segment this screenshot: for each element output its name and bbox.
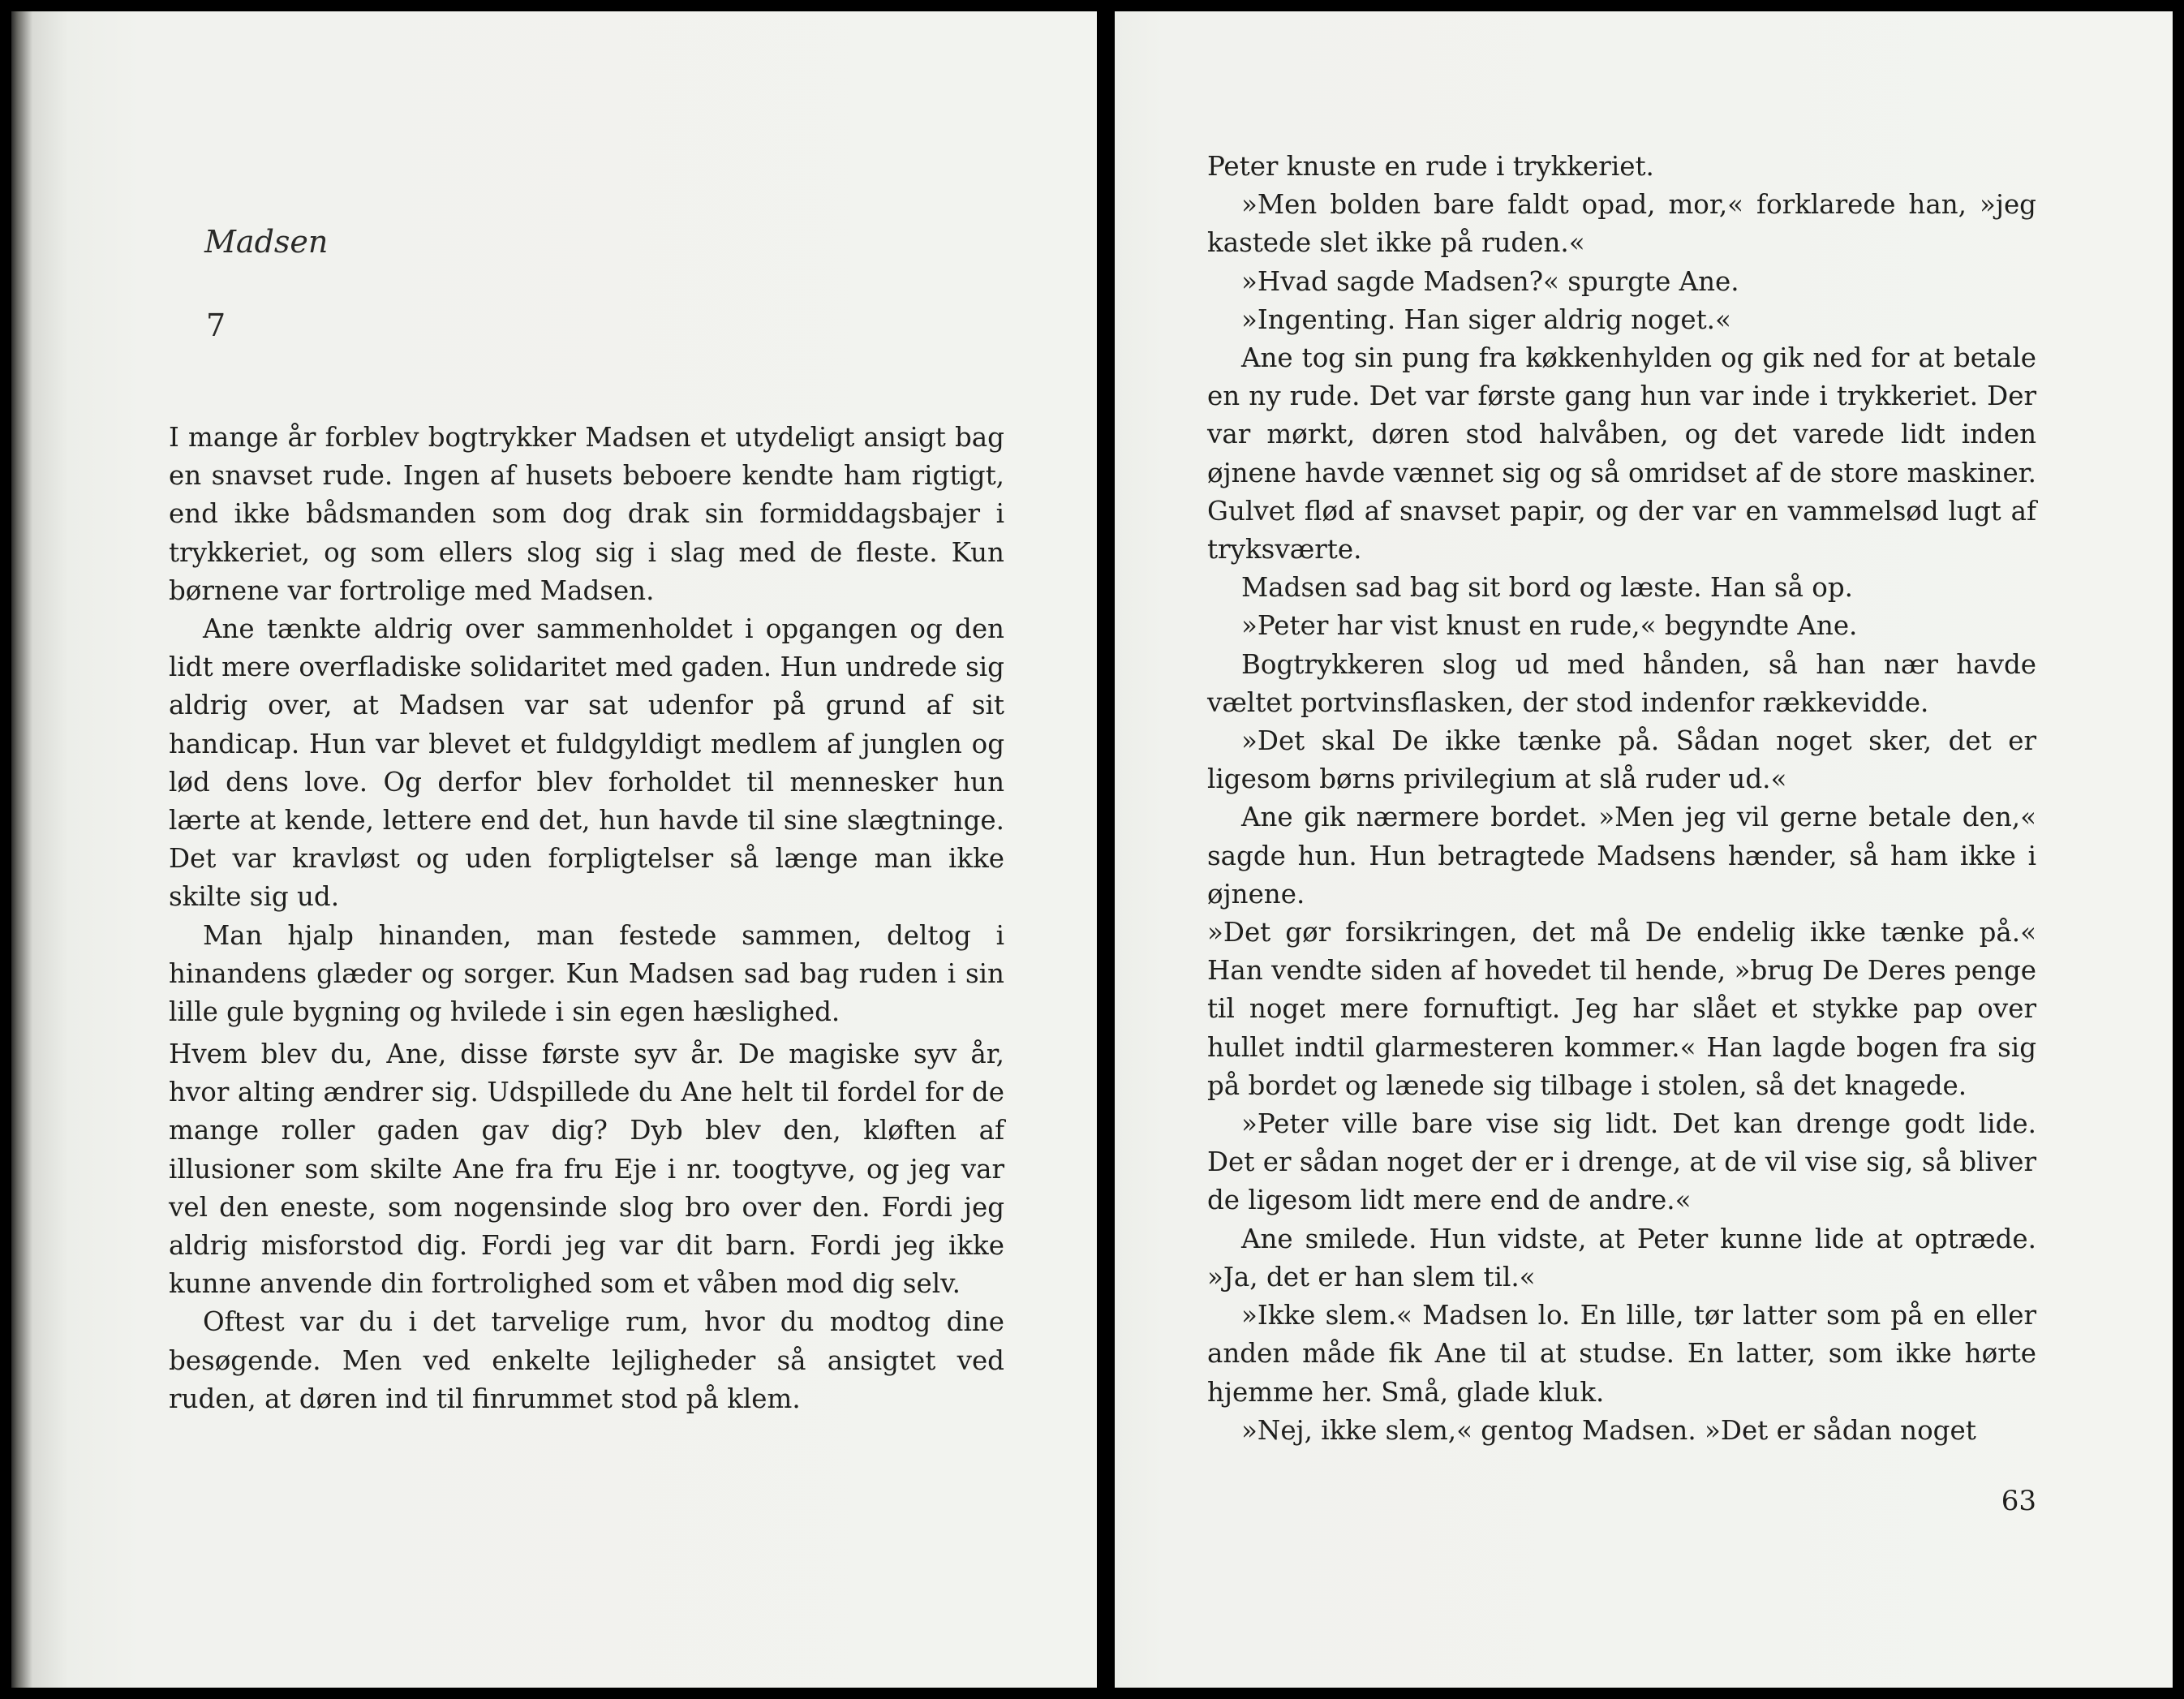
paragraph: Bogtrykkeren slog ud med hånden, så han nær havde væltet portvinsflasken, der stod indenfor rækkevidde. bbox=[1207, 648, 2036, 718]
paragraph: I mange år forblev bogtrykker Madsen et utydeligt ansigt bag en snavset rude. Ingen af husets beboere kendte ham rigtigt, end ikke bådsmanden som dog drak sin formiddagsbajer i trykkeriet, og som ellers slog sig i slag med de fleste. Kun børnene var fortrolige med Madsen. bbox=[169, 422, 1004, 606]
paragraph: »Peter ville bare vise sig lidt. Det kan drenge godt lide. Det er sådan noget der er i drenge, at de vil vise sig, så bliver de ligesom lidt mere end de andre.« bbox=[1207, 1108, 2036, 1216]
book-spine-gap bbox=[1097, 0, 1115, 1699]
left-section-1 bbox=[169, 419, 1004, 1031]
running-header: Madsen bbox=[204, 224, 329, 260]
paragraph: »Det gør forsikringen, det må De endelig ikke tænke på.« Han vendte siden af hovedet til hende, »brug De Deres penge til noget mere fornuftigt. Jeg har slået et stykke pap over hullet indtil glarmesteren kommer.« Han lagde bogen fra sig på bordet og lænede sig tilbage i stolen, så det knagede. bbox=[1207, 917, 2036, 1101]
paragraph: Madsen sad bag sit bord og læste. Han så op. bbox=[1241, 572, 1853, 604]
right-text bbox=[1207, 148, 2036, 1450]
paragraph: »Ikke slem.« Madsen lo. En lille, tør latter som på en eller anden måde fik Ane til at studse. En latter, som ikke hørte hjemme her. Små, glade kluk. bbox=[1207, 1300, 2036, 1408]
paragraph: Ane tog sin pung fra køkkenhylden og gik ned for at betale en ny rude. Det var første gang hun var inde i trykkeriet. Der var mørkt, døren stod halvåben, og det varede lidt inden øjnene havde vænnet sig og så omridset af de store maskiner. Gulvet flød af snavset papir, og der var en vammelsød lugt af tryksværte. bbox=[1207, 342, 2036, 566]
left-section-2 bbox=[169, 1035, 1004, 1418]
paragraph: Hvem blev du, Ane, disse første syv år. De magiske syv år, hvor alting ændrer sig. Udspillede du Ane helt til fordel for de mange roller gaden gav dig? Dyb blev den, kløften af illusioner som skilte Ane fra fru Eje i nr. toogtyve, og jeg var vel den eneste, som nogensinde slog bro over den. Fordi jeg aldrig misforstod dig. Fordi jeg var dit barn. Fordi jeg ikke kunne anvende din fortrolighed som et våben mod dig selv. bbox=[169, 1039, 1004, 1300]
paragraph: »Ingenting. Han siger aldrig noget.« bbox=[1241, 303, 1731, 335]
paragraph: »Hvad sagde Madsen?« spurgte Ane. bbox=[1241, 265, 1739, 297]
paragraph: Ane gik nærmere bordet. »Men jeg vil gerne betale den,« sagde hun. Hun betragtede Madsens hænder, så ham ikke i øjnene. bbox=[1207, 802, 2036, 910]
chapter-number: 7 bbox=[206, 308, 226, 343]
paragraph: Ane smilede. Hun vidste, at Peter kunne lide at optræde. »Ja, det er han slem til.« bbox=[1207, 1223, 2036, 1293]
left-page bbox=[11, 11, 1097, 1688]
paragraph: Oftest var du i det tarvelige rum, hvor du modtog dine besøgende. Men ved enkelte lejligheder så ansigtet ved ruden, at døren ind til finrummet stod på klem. bbox=[169, 1306, 1004, 1414]
page-number: 63 bbox=[2001, 1485, 2036, 1517]
paragraph: »Det skal De ikke tænke på. Sådan noget sker, det er ligesom børns privilegium at slå ruder ud.« bbox=[1207, 725, 2036, 795]
paragraph: »Men bolden bare faldt opad, mor,« forklarede han, »jeg kastede slet ikke på ruden.« bbox=[1207, 189, 2036, 259]
paragraph: Ane tænkte aldrig over sammenholdet i opgangen og den lidt mere overfladiske solidaritet med gaden. Hun undrede sig aldrig over, at Madsen var sat udenfor på grund af sit handicap. Hun var blevet et fuldgyldigt medlem af junglen og lød dens love. Og derfor blev forholdet til mennesker hun lærte at kende, lettere end det, hun havde til sine slægtninge. Det var kravløst og uden forpligtelser så længe man ikke skilte sig ud. bbox=[169, 613, 1004, 913]
paragraph: Peter knuste en rude i trykkeriet. bbox=[1207, 151, 1654, 182]
paragraph: »Peter har vist knust en rude,« begyndte Ane. bbox=[1241, 610, 1858, 642]
paragraph: Man hjalp hinanden, man festede sammen, deltog i hinandens glæder og sorger. Kun Madsen sad bag ruden i sin lille gule bygning og hvilede i sin egen hæslighed. bbox=[169, 919, 1004, 1028]
paragraph: »Nej, ikke slem,« gentog Madsen. »Det er sådan noget bbox=[1241, 1414, 1976, 1446]
right-page bbox=[1115, 11, 2173, 1688]
